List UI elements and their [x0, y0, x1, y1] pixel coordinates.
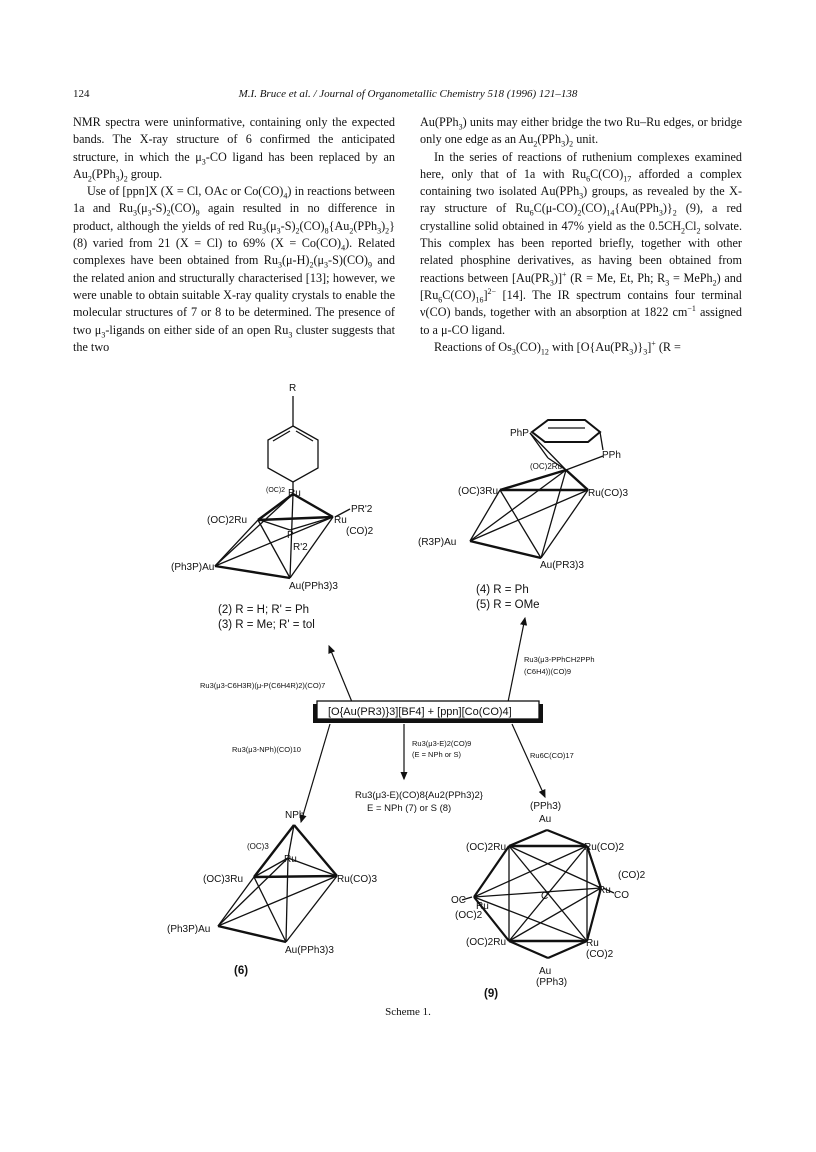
paragraph: Au(PPh$_3$) units may either bridge the two Ru–Ru edges, or bridge only one edge as an $Au_2(PPh_3)_2$ unit. — [420, 115, 742, 149]
reagent-arrow-down-1: Ru3(μ3-E)2(CO)9 — [412, 739, 472, 748]
label-php: PhP — [510, 428, 529, 439]
compound-2-3-labels — [171, 383, 374, 631]
label-au-left: (R3P)Au — [418, 537, 457, 548]
arrow-to-compound-9 — [512, 724, 545, 797]
compound-label-2: (2) R = H; R' = Ph — [218, 604, 310, 616]
label-au-bottom: Au(PPh3)3 — [289, 581, 338, 592]
label-au-left: (Ph3P)Au — [171, 562, 215, 573]
label-co2: (CO)2 — [346, 526, 374, 537]
label-ru-top: Ru — [288, 488, 301, 499]
reagent-arrow-ul: Ru3(μ3-C6H3R)(μ-P(C6H4R)2)(CO)7 — [200, 681, 326, 690]
arrow-to-compound-4 — [508, 618, 525, 702]
label-r2: R'2 — [293, 542, 308, 553]
label-au-bot-2: (PPh3) — [536, 977, 568, 988]
label-ru-tr: Ru(CO)2 — [584, 842, 625, 853]
label-ru-l-co: (OC)2 — [455, 910, 483, 921]
reagent-arrow-lr: Ru6C(CO)17 — [530, 751, 574, 760]
center-reagent: [O{Au(PR3)}3][BF4] + [ppn][Co(CO)4] — [328, 706, 512, 718]
label-oc2: (OC)2 — [266, 487, 286, 494]
label-ru-left: (OC)3Ru — [458, 486, 499, 497]
running-head: M.I. Bruce et al. / Journal of Organometallic Chemistry 518 (1996) 121–138 — [238, 88, 578, 100]
label-r: R — [289, 383, 297, 394]
label-ru-bl: (OC)2Ru — [466, 937, 507, 948]
label-pr2: PR'2 — [351, 504, 373, 515]
compound-label-9: (9) — [484, 988, 499, 1000]
label-co-r: (CO)2 — [618, 870, 646, 881]
scheme-caption: Scheme 1. — [385, 1006, 431, 1018]
arrow-to-compound-2 — [329, 646, 352, 702]
label-ru-right: Ru — [334, 515, 347, 526]
label-c: C — [541, 891, 549, 902]
paragraph: Use of [ppn]X (X = Cl, OAc or $Co(CO)_4$) in reactions between 1a and $Ru_3(\mu_3-S)_2(CO)_9$ again resulted in no difference in product, although the yields of red $Ru_3(\mu_3-S)_2(CO)_8\{Au_2(PPh_3)_2\}$ (8) varied from 21 (X = Cl) to 69% $(X = Co(CO)_4)$. Related complexes have been obtained from $Ru_3(\mu-H)_2(\mu_3-S)(CO)_9$ and the related anion and structurally characterised [13]; however, we were unable to obtain suitable X-ray quality crystals to enable the molecular structures of 7 or 8 to be determined. The presence of two $\mu_3$-ligands on either side of an open $Ru_3$ cluster suggests that the two — [73, 184, 395, 354]
reagent-arrow-ur-2: (C6H4))(CO)9 — [524, 667, 572, 676]
label-au-bot-1: Au — [539, 966, 552, 977]
reagent-arrow-ll: Ru3(μ3-NPh)(CO)10 — [232, 745, 301, 754]
label-p: P — [287, 530, 294, 541]
arrow-to-compound-6 — [301, 724, 330, 822]
label-ru-br: Ru — [586, 938, 599, 949]
label-ru-left: (OC)3Ru — [203, 874, 244, 885]
compound-4-5-labels — [418, 428, 628, 611]
product-7-8-formula: Ru3(μ3-E)(CO)8{Au2(PPh3)2} — [355, 790, 483, 801]
product-7-8-label: E = NPh (7) or S (8) — [367, 803, 452, 814]
label-au-top-2: Au — [539, 814, 552, 825]
label-ru-l: Ru — [476, 901, 489, 912]
paragraph: Reactions of $Os_3(CO)_{12}$ with $[O\{Au(PR_3)\}_3]^+$ (R = — [434, 338, 681, 357]
compound-label-5: (5) R = OMe — [476, 599, 540, 611]
label-ru-tl: (OC)2Ru — [466, 842, 507, 853]
label-ru-left: (OC)2Ru — [207, 515, 248, 526]
label-co-r2: CO — [614, 890, 629, 901]
label-ru-br-co: (CO)2 — [586, 949, 614, 960]
compound-label-6: (6) — [234, 965, 249, 977]
label-ru-top: Ru — [284, 854, 297, 865]
label-au-top-1: (PPh3) — [530, 801, 562, 812]
paragraph: NMR spectra were uninformative, containing only the expected bands. The X-ray structure of 6 confirmed the anticipated structure, in which the $\mu_3-CO$ ligand has been replaced by an $Au_2(PPh_3)_2$ group. — [73, 115, 396, 184]
compound-label-3: (3) R = Me; R' = tol — [218, 619, 315, 631]
label-ru-right: Ru(CO)3 — [588, 488, 629, 499]
reagent-arrow-down-2: (E = NPh or S) — [412, 750, 461, 759]
label-ru-right: Ru(CO)3 — [337, 874, 378, 885]
compound-label-4: (4) R = Ph — [476, 584, 529, 596]
reagent-arrow-ur-1: Ru3(μ3-PPhCH2PPh — [524, 655, 595, 664]
label-au-left: (Ph3P)Au — [167, 924, 211, 935]
compound-6-labels — [167, 810, 377, 977]
page-number: 124 — [73, 88, 90, 100]
label-nph: NPh — [285, 810, 305, 821]
label-ru-r: Ru — [598, 885, 611, 896]
label-pph: PPh — [602, 450, 621, 461]
label-au-bottom: Au(PPh3)3 — [285, 945, 334, 956]
label-au-bottom: Au(PR3)3 — [540, 560, 584, 571]
label-oc-l: OC — [451, 895, 466, 906]
paragraph: In the series of reactions of ruthenium complexes examined here, only that of 1a with $Ru_6C(CO)_{17}$ afforded a complex containing two isolated Au(PPh$_3$) groups, as revealed by the X-ray structure of $Ru_6C(\mu-CO)_2(CO)_{14}\{Au(PPh_3)\}_2$ (9), a red crystalline solid obtained in 47% yield as the $0.5CH_2Cl_2$ solvate. This complex has been reported briefly, together with other related phosphine derivatives, as having been obtained from reactions between $[Au(PR_3)]^+$ (R = Me, Et, Ph; $R_3$ = MePh$_2$) and $[Ru_6C(CO)_{16}]^{2-}$ [14]. The IR spectrum contains four terminal ν(CO) bands, together with an absorption at 1822 $cm^{-1}$ assigned to a μ-CO ligand. — [420, 149, 743, 337]
label-ru-top: (OC)2Ru — [530, 462, 563, 471]
label-oc3: (OC)3 — [247, 842, 269, 851]
